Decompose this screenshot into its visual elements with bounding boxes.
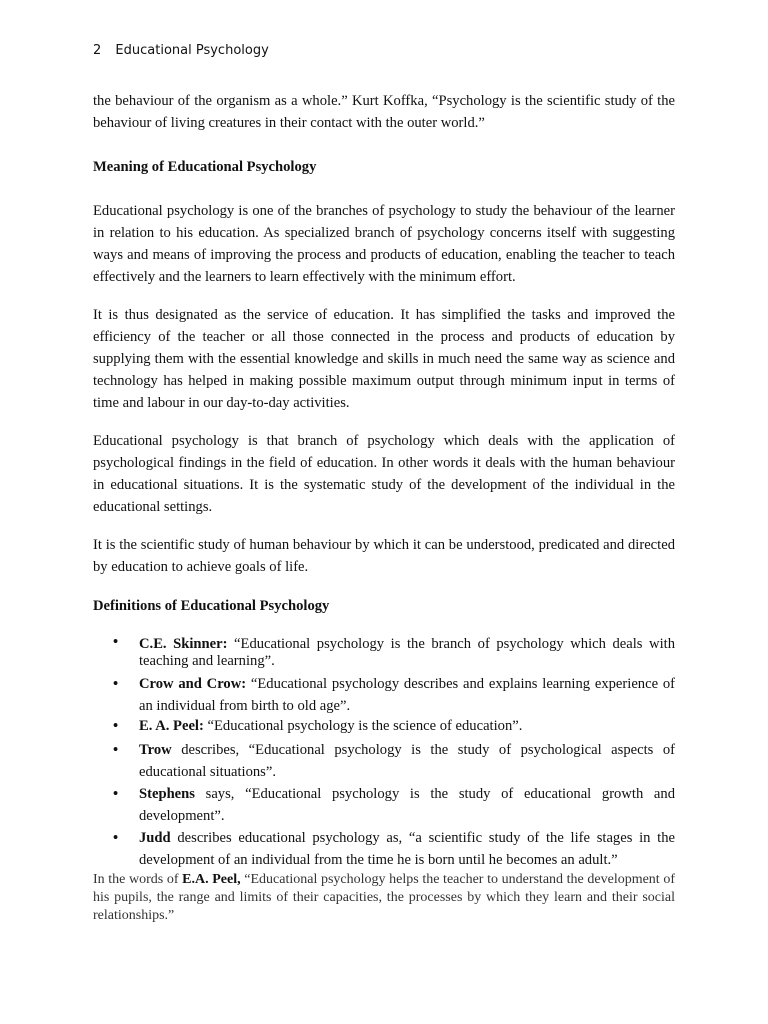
- meaning-paragraph: Educational psychology is one of the branches of psychology to study the behaviour of the learner in relation to his education. As specialized branch of psychology concerns itself with suggesting ways and means of improving the process and products of education, enabling the teacher to teach effectively and the learners to learn effectively with the minimum effort.: [93, 203, 675, 285]
- bullet-icon: •: [113, 634, 119, 650]
- bullet-icon: •: [113, 742, 119, 758]
- definitions-heading: Definitions of Educational Psychology: [93, 598, 330, 614]
- closing-text: “Educational psychology helps the teacher to understand the development of his pupils, the range and limits of their capacities, the processes by which they learn and their social relationships.”: [93, 872, 675, 923]
- list-item: [93, 827, 675, 871]
- list-item: [93, 673, 675, 717]
- meaning-paragraph: Educational psychology is that branch of psychology which deals with the application of psychological findings in the field of education. In other words it deals with the human behaviour in educational situations. It is the systematic study of the development of the individual in the educational settings.: [93, 433, 675, 515]
- definition-author: Crow and Crow:: [139, 676, 247, 692]
- list-item: [93, 739, 675, 783]
- list-item: [93, 634, 675, 673]
- intro-paragraph: the behaviour of the organism as a whole.” Kurt Koffka, “Psychology is the scientific study of the behaviour of living creatures in their contact with the outer world.”: [93, 93, 675, 131]
- definition-text: says, “Educational psychology is the study of educational growth and development”.: [139, 786, 675, 824]
- list-item: [93, 717, 675, 739]
- meaning-paragraph: It is thus designated as the service of education. It has simplified the tasks and improved the efficiency of the teacher or all those connected in the process and products of education by supplying them with the essential knowledge and skills in much need the same way as science and technology has helped in making possible maximum output through minimum input in terms of time and labour in our day-to-day activities.: [93, 307, 675, 411]
- definition-text: “Educational psychology is the branch of psychology which deals with teaching and learning”.: [139, 636, 675, 669]
- definition-author: Trow: [139, 742, 172, 758]
- definition-text: describes, “Educational psychology is the study of psychological aspects of educational situations”.: [139, 742, 675, 780]
- bullet-icon: •: [113, 718, 119, 734]
- definition-text: “Educational psychology is the science of education”.: [203, 718, 523, 734]
- running-title: Educational Psychology: [115, 43, 269, 58]
- page-body: [93, 90, 675, 925]
- list-item: [93, 783, 675, 827]
- meaning-heading: Meaning of Educational Psychology: [93, 159, 317, 175]
- definition-author: E. A. Peel:: [139, 718, 204, 734]
- bullet-icon: •: [113, 676, 119, 692]
- definition-text: “Educational psychology describes and explains learning experience of an individual from birth to old age”.: [139, 676, 675, 714]
- running-header: [93, 43, 269, 58]
- closing-paragraph: [93, 871, 675, 925]
- definition-author: Judd: [139, 830, 171, 846]
- closing-lead: In the words of: [93, 872, 183, 887]
- definition-text: describes educational psychology as, “a scientific study of the life stages in the development of an individual from the time he is born until he becomes an adult.”: [139, 830, 675, 868]
- definitions-list: [93, 634, 675, 871]
- bullet-icon: •: [113, 830, 119, 846]
- closing-author: E.A. Peel,: [182, 872, 241, 887]
- definition-author: C.E. Skinner:: [139, 636, 228, 652]
- meaning-paragraph: It is the scientific study of human behaviour by which it can be understood, predicated and directed by education to achieve goals of life.: [93, 537, 675, 575]
- page-number: 2: [93, 43, 102, 58]
- bullet-icon: •: [113, 786, 119, 802]
- definition-author: Stephens: [139, 786, 195, 802]
